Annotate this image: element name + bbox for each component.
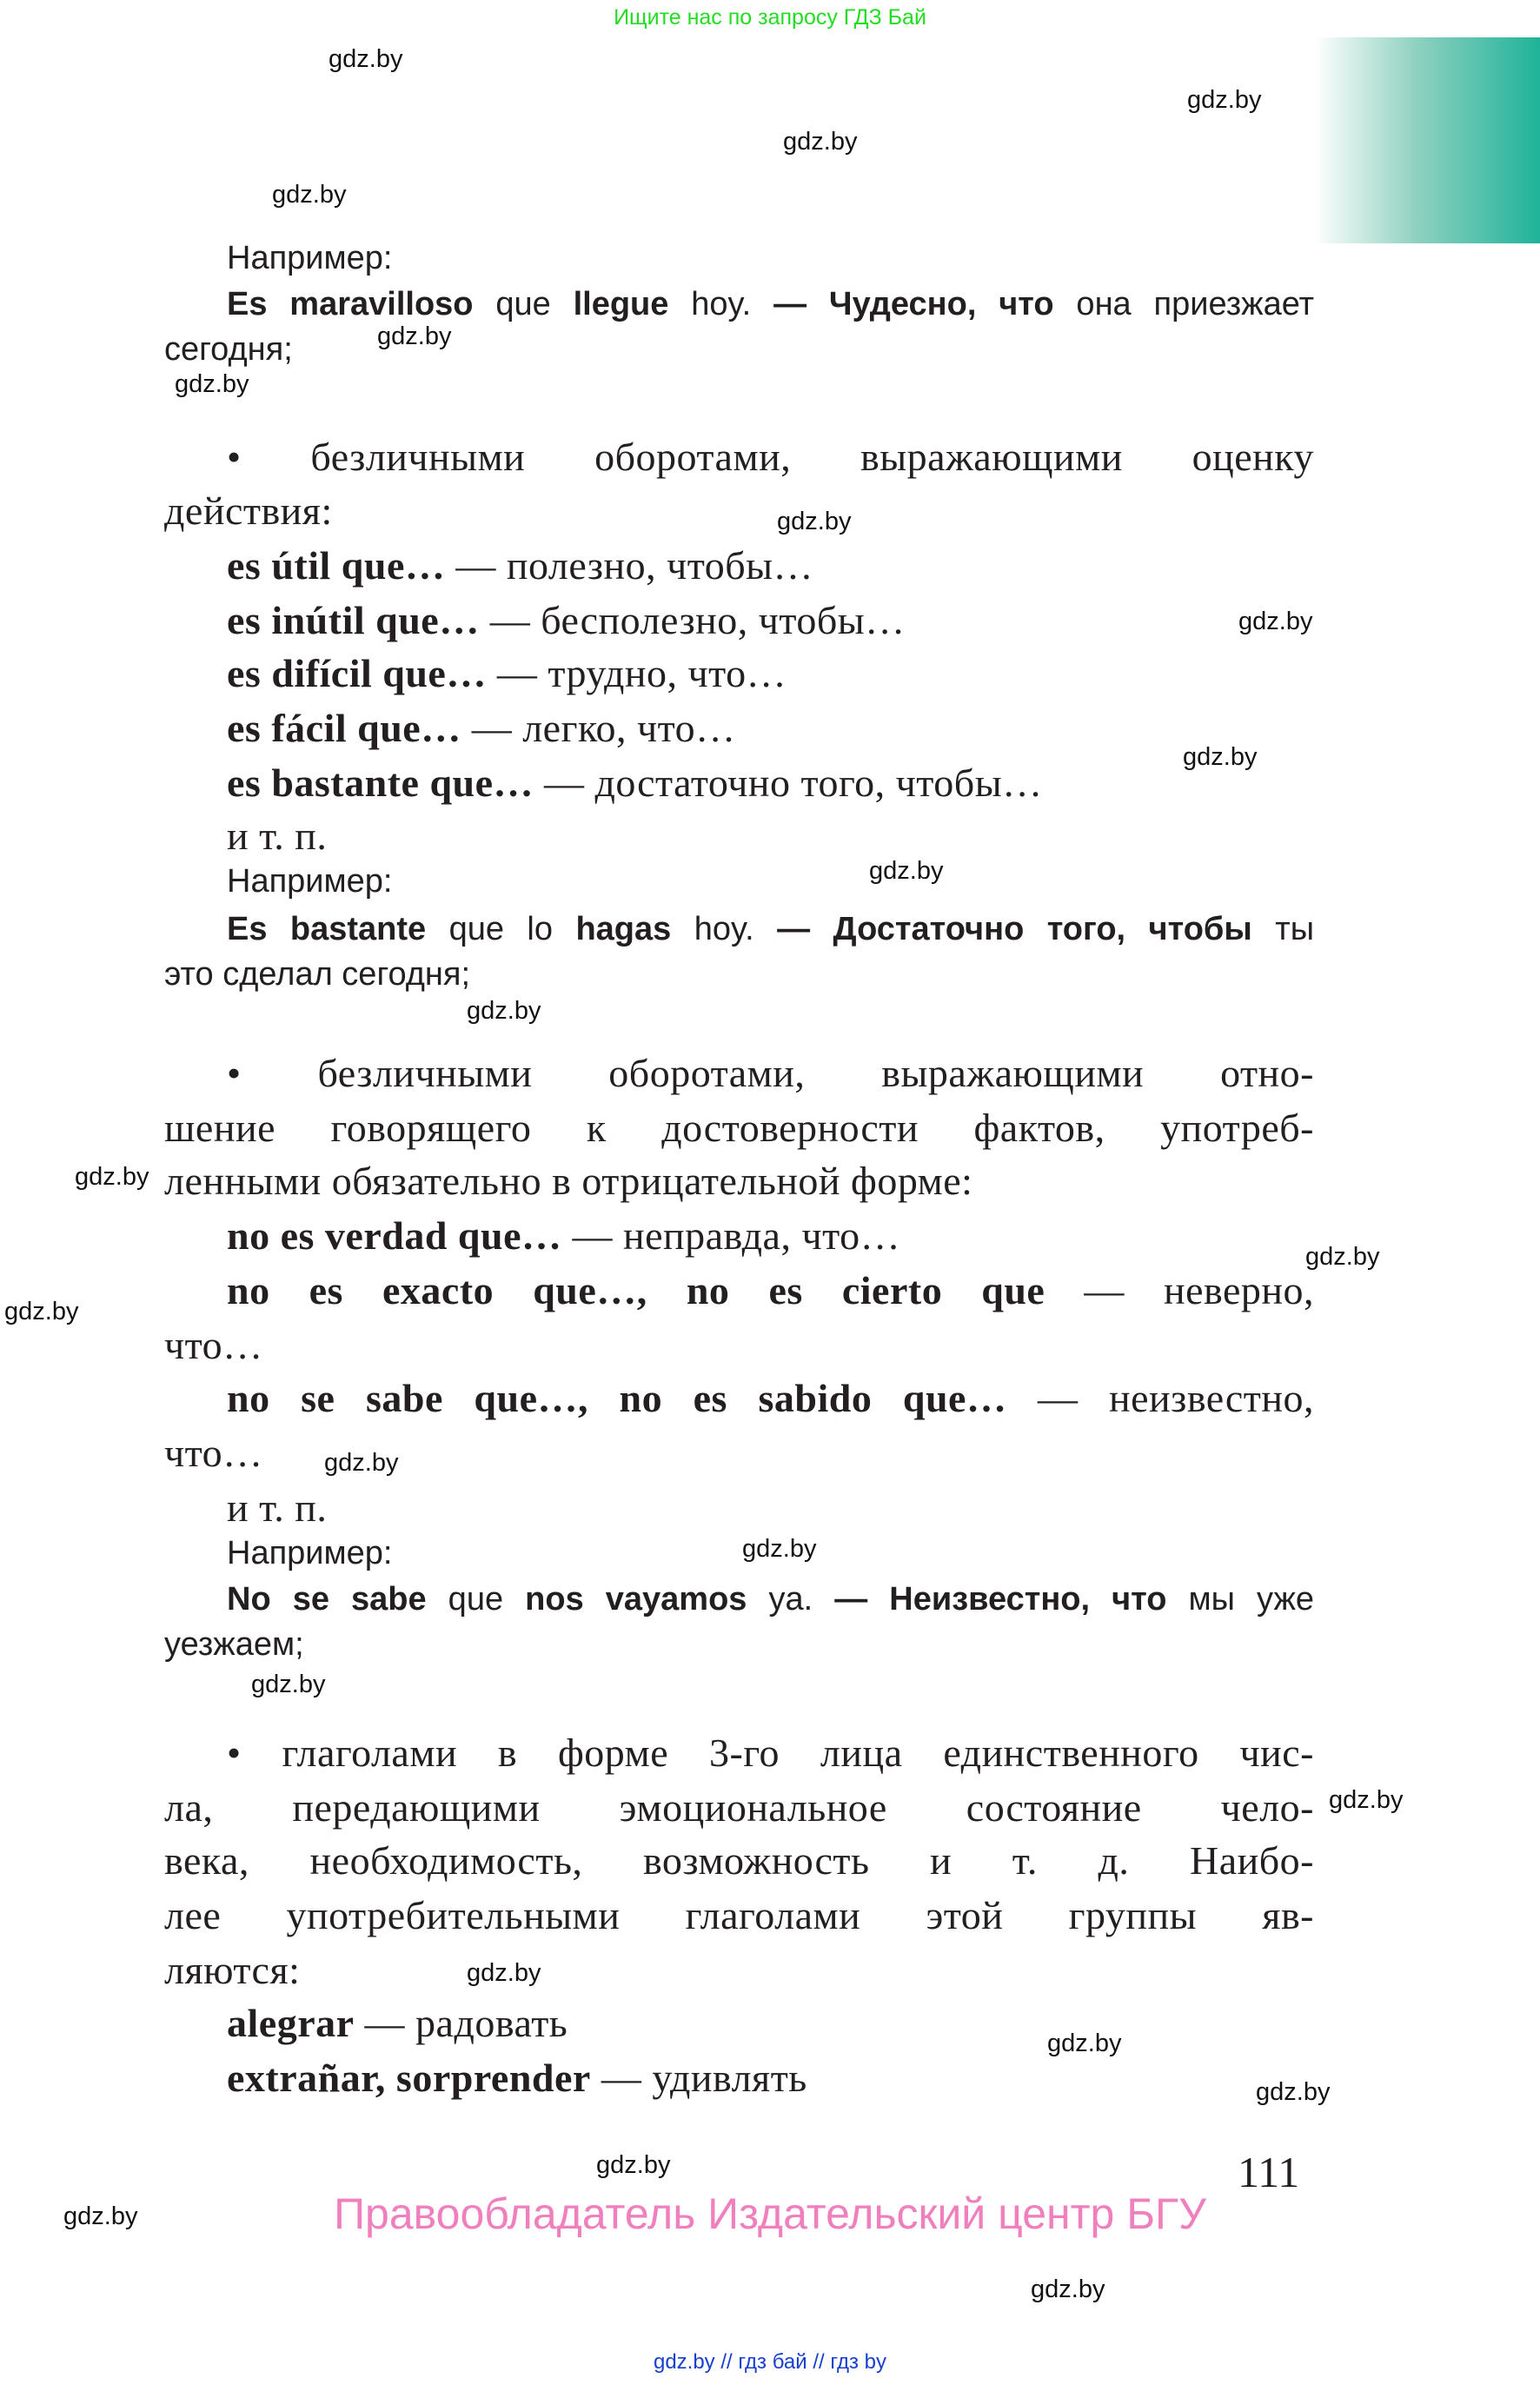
bold-phrase: es fácil que… (227, 706, 461, 750)
text-line (227, 437, 1314, 477)
bold-phrase: — Достаточно того, чтобы (777, 911, 1252, 947)
text-run: она приезжает (1053, 286, 1315, 322)
text-line (227, 1537, 392, 1570)
text-line (164, 1161, 972, 1201)
watermark-text: gdz.by (1238, 608, 1313, 635)
text-run: Например: (227, 240, 393, 276)
watermark-text: gdz.by (742, 1535, 817, 1563)
watermark-text: gdz.by (272, 181, 347, 209)
text-line (227, 1583, 1314, 1616)
text-run: ляются: (164, 1948, 301, 1992)
bold-phrase: no es exacto que…, no es cierto que (227, 1268, 1045, 1312)
text-line (227, 2058, 807, 2098)
text-line (164, 1433, 263, 1473)
text-line (227, 1376, 1314, 1420)
bold-phrase: nos vayamos (525, 1581, 747, 1618)
text-line (227, 708, 736, 748)
text-run: — неправда, что… (561, 1213, 901, 1258)
watermark-text: gdz.by (1047, 2030, 1122, 2057)
text-line (164, 1628, 304, 1661)
text-run: века, необходимость, возможность и т. д. Наибо- (164, 1838, 1314, 1883)
bold-phrase: — Чудесно, что (773, 286, 1054, 322)
text-run: и т. п. (227, 814, 328, 858)
watermark-text: gdz.by (4, 1298, 79, 1325)
text-line (164, 1950, 300, 1990)
text-line (227, 763, 1043, 803)
watermark-text: gdz.by (467, 1959, 541, 1987)
text-line (164, 1108, 1314, 1148)
text-run: — неизвестно, (1006, 1376, 1314, 1420)
watermark-text: gdz.by (1031, 2275, 1105, 2303)
text-line (227, 242, 392, 275)
text-line (227, 816, 327, 856)
text-line (227, 1268, 1314, 1312)
watermark-text: gdz.by (1187, 86, 1262, 114)
text-run: ленными обязательно в отрицательной форме: (164, 1159, 973, 1203)
text-line (164, 958, 470, 991)
watermark-text: gdz.by (1183, 743, 1258, 771)
bold-phrase: — Неизвестно, что (834, 1581, 1167, 1618)
bold-phrase: No se sabe (227, 1581, 427, 1618)
text-run: это сделал сегодня; (164, 956, 471, 993)
text-run: и т. п. (227, 1485, 328, 1530)
text-run: que (473, 286, 574, 322)
text-run: ла, передающими эмоциональное состояние чело- (164, 1785, 1314, 1830)
bold-phrase: Es bastante (227, 911, 427, 947)
text-line (227, 2003, 568, 2043)
text-run: que lo (426, 911, 576, 947)
header-search-note: Ищите нас по запросу ГДЗ Бай (614, 5, 926, 30)
text-run: — радовать (354, 2001, 568, 2045)
text-run: ya. (747, 1581, 835, 1618)
bold-phrase: no se sabe que…, no es sabido que… (227, 1376, 1007, 1420)
rights-holder-notice: Правообладатель Издательский центр БГУ (334, 2189, 1206, 2238)
text-line (164, 1838, 1314, 1883)
text-line (227, 913, 1314, 946)
text-run: шение говорящего к достоверности фактов, употреб- (164, 1106, 1314, 1150)
bold-phrase: hagas (575, 911, 672, 947)
watermark-text: gdz.by (377, 322, 452, 350)
watermark-text: gdz.by (783, 128, 858, 156)
text-line (227, 1733, 1314, 1773)
watermark-text: gdz.by (251, 1671, 326, 1698)
watermark-text: gdz.by (75, 1163, 149, 1191)
text-run: Например: (227, 863, 393, 900)
text-line (164, 1325, 263, 1365)
text-run: • безличными оборотами, выражающими отно- (227, 1051, 1314, 1095)
watermark-text: gdz.by (329, 45, 403, 73)
text-run: — полезно, чтобы… (445, 543, 814, 588)
text-run: что… (164, 1431, 263, 1475)
text-run: — трудно, что… (486, 651, 787, 695)
text-run: hoy. (668, 286, 774, 322)
bold-phrase: es útil que… (227, 543, 446, 588)
text-run: сегодня; (164, 331, 293, 368)
text-run: ты (1251, 911, 1315, 947)
text-line (227, 543, 814, 588)
text-line (227, 865, 392, 898)
footer-links-note: gdz.by // гдз бай // гдз by (653, 2350, 887, 2374)
watermark-text: gdz.by (1305, 1243, 1380, 1271)
text-line (164, 1893, 1314, 1937)
text-line (227, 1053, 1314, 1093)
text-run: — бесполезно, чтобы… (479, 598, 906, 642)
bold-phrase: llegue (573, 286, 669, 322)
corner-gradient-decoration (1314, 37, 1540, 243)
text-run: — удивлять (590, 2056, 807, 2100)
text-run: • безличными оборотами, выражающими оценку (227, 435, 1314, 479)
text-line (227, 651, 787, 695)
text-line (164, 333, 293, 366)
watermark-text: gdz.by (175, 370, 249, 398)
text-run: лее употребительными глаголами этой группы яв- (164, 1893, 1314, 1937)
bold-phrase: es bastante que… (227, 761, 534, 805)
text-run: что… (164, 1323, 263, 1367)
bold-phrase: alegrar (227, 2001, 355, 2045)
text-run: Например: (227, 1535, 393, 1571)
text-run: действия: (164, 488, 333, 533)
page-number: 111 (1238, 2148, 1300, 2196)
bold-phrase: es inútil que… (227, 598, 480, 642)
text-run: que (426, 1581, 526, 1618)
text-line (164, 488, 333, 533)
text-run: — неверно, (1045, 1268, 1314, 1312)
bold-phrase: extrañar, sorprender (227, 2056, 591, 2100)
bold-phrase: Es maravilloso (227, 286, 474, 322)
text-line (227, 1485, 328, 1530)
text-run: уезжаем; (164, 1626, 304, 1663)
text-run: — достаточно того, чтобы… (534, 761, 1043, 805)
text-line (227, 288, 1314, 321)
watermark-text: gdz.by (324, 1449, 399, 1477)
text-run: — легко, что… (461, 706, 736, 750)
text-line (227, 598, 906, 642)
watermark-text: gdz.by (777, 508, 852, 535)
text-run: • глаголами в форме 3-го лица единственного чис- (227, 1731, 1314, 1775)
watermark-text: gdz.by (596, 2151, 671, 2179)
text-run: hoy. (671, 911, 778, 947)
bold-phrase: es difícil que… (227, 651, 487, 695)
watermark-text: gdz.by (63, 2202, 138, 2230)
text-line (164, 1785, 1314, 1830)
watermark-text: gdz.by (1329, 1786, 1404, 1814)
text-line (227, 1213, 901, 1258)
watermark-text: gdz.by (467, 997, 541, 1025)
watermark-text: gdz.by (869, 857, 944, 885)
watermark-text: gdz.by (1256, 2078, 1331, 2106)
bold-phrase: no es verdad que… (227, 1213, 562, 1258)
text-run: мы уже (1166, 1581, 1314, 1618)
